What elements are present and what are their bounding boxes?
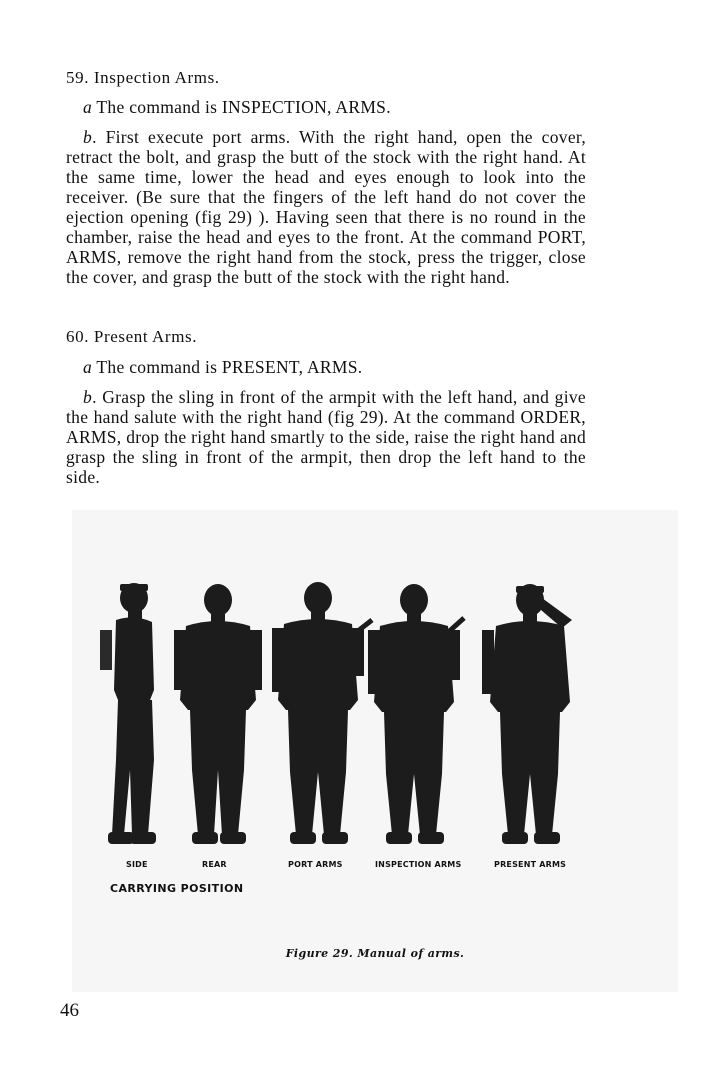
soldier-inspection-arms-figure — [368, 584, 464, 844]
label-inspection-arms: INSPECTION ARMS — [375, 860, 462, 869]
paragraph-text: The command is PRESENT, ARMS. — [92, 357, 363, 377]
soldier-port-arms-figure — [272, 582, 372, 844]
paragraph-label: a — [83, 97, 93, 117]
page-number: 46 — [60, 1000, 79, 1021]
section-59-heading: 59. Inspection Arms. — [66, 68, 220, 87]
section-59-paragraph-a — [66, 97, 586, 117]
label-present-arms: PRESENT ARMS — [494, 860, 567, 869]
paragraph-label: b — [83, 387, 93, 407]
soldiers-illustration — [72, 510, 678, 992]
label-rear: REAR — [202, 860, 227, 869]
label-side: SIDE — [126, 860, 148, 869]
section-60-paragraph-b — [66, 387, 586, 487]
paragraph-label: b — [83, 127, 93, 147]
soldier-rear-figure — [174, 584, 262, 844]
paragraph-text: . Grasp the sling in front of the armpit with the left hand, and give the hand salute with the right hand (fig 29). At the command ORDER, ARMS, drop the right hand smartly to the side, raise the right hand and grasp the sling in front of the armpit, then drop the left hand to the side. — [66, 387, 586, 487]
figure-29 — [72, 510, 678, 992]
section-60-heading: 60. Present Arms. — [66, 327, 198, 346]
paragraph-text: The command is INSPECTION, ARMS. — [92, 97, 391, 117]
figure-caption: Figure 29. Manual of arms. — [285, 947, 465, 960]
label-carrying-position: CARRYING POSITION — [110, 882, 244, 895]
paragraph-label: a — [83, 357, 93, 377]
soldier-present-arms-figure — [482, 584, 572, 844]
paragraph-text: . First execute port arms. With the right hand, open the cover, retract the bolt, and grasp the butt of the stock with the right hand. At the same time, lower the head and eyes enough to look into the receiver. (Be sure that the fingers of the left hand do not cover the ejection opening (fig 29) ). Having seen that there is no round in the chamber, raise the head and eyes to the front. At the command PORT, ARMS, remove the right hand from the stock, press the trigger, close the cover, and grasp the butt of the stock with the right hand. — [66, 127, 586, 287]
label-port-arms: PORT ARMS — [288, 860, 343, 869]
section-59-paragraph-b — [66, 127, 586, 287]
soldier-side-figure — [100, 583, 156, 844]
section-60-paragraph-a — [66, 357, 586, 377]
